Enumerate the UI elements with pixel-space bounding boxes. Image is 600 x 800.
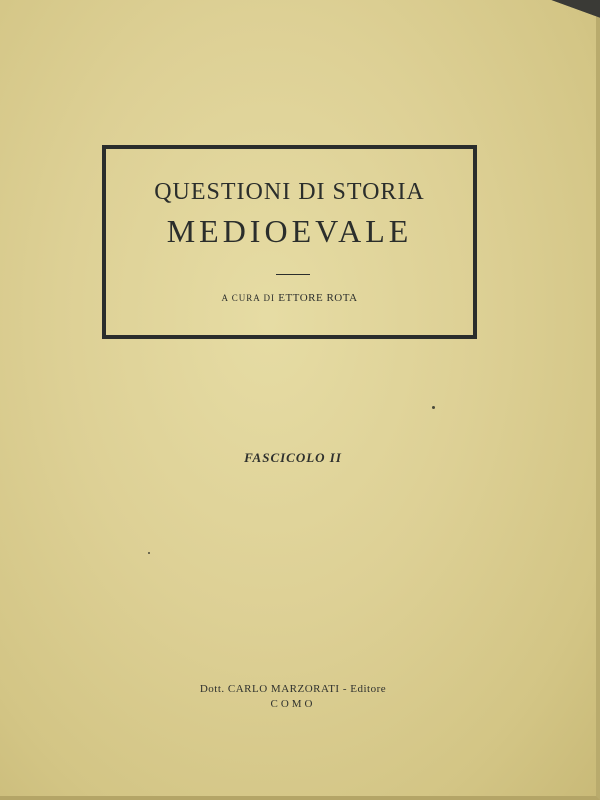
title-line-2: MEDIOEVALE <box>166 213 413 249</box>
fascicolo-label: FASCICOLO II <box>244 450 342 465</box>
title-line-1: QUESTIONI DI STORIA <box>154 179 425 205</box>
editor-name: ETTORE ROTA <box>278 292 358 304</box>
title-frame <box>102 145 477 339</box>
paper-speck <box>432 406 435 409</box>
editor-line <box>106 292 473 304</box>
paper-speck <box>148 552 150 554</box>
corner-fold <box>540 0 600 22</box>
editor-prefix: A CURA DI <box>221 293 275 303</box>
title-rule <box>276 274 310 275</box>
publisher-line: Dott. CARLO MARZORATI - Editore <box>199 683 387 695</box>
publisher-city: COMO <box>270 698 316 710</box>
